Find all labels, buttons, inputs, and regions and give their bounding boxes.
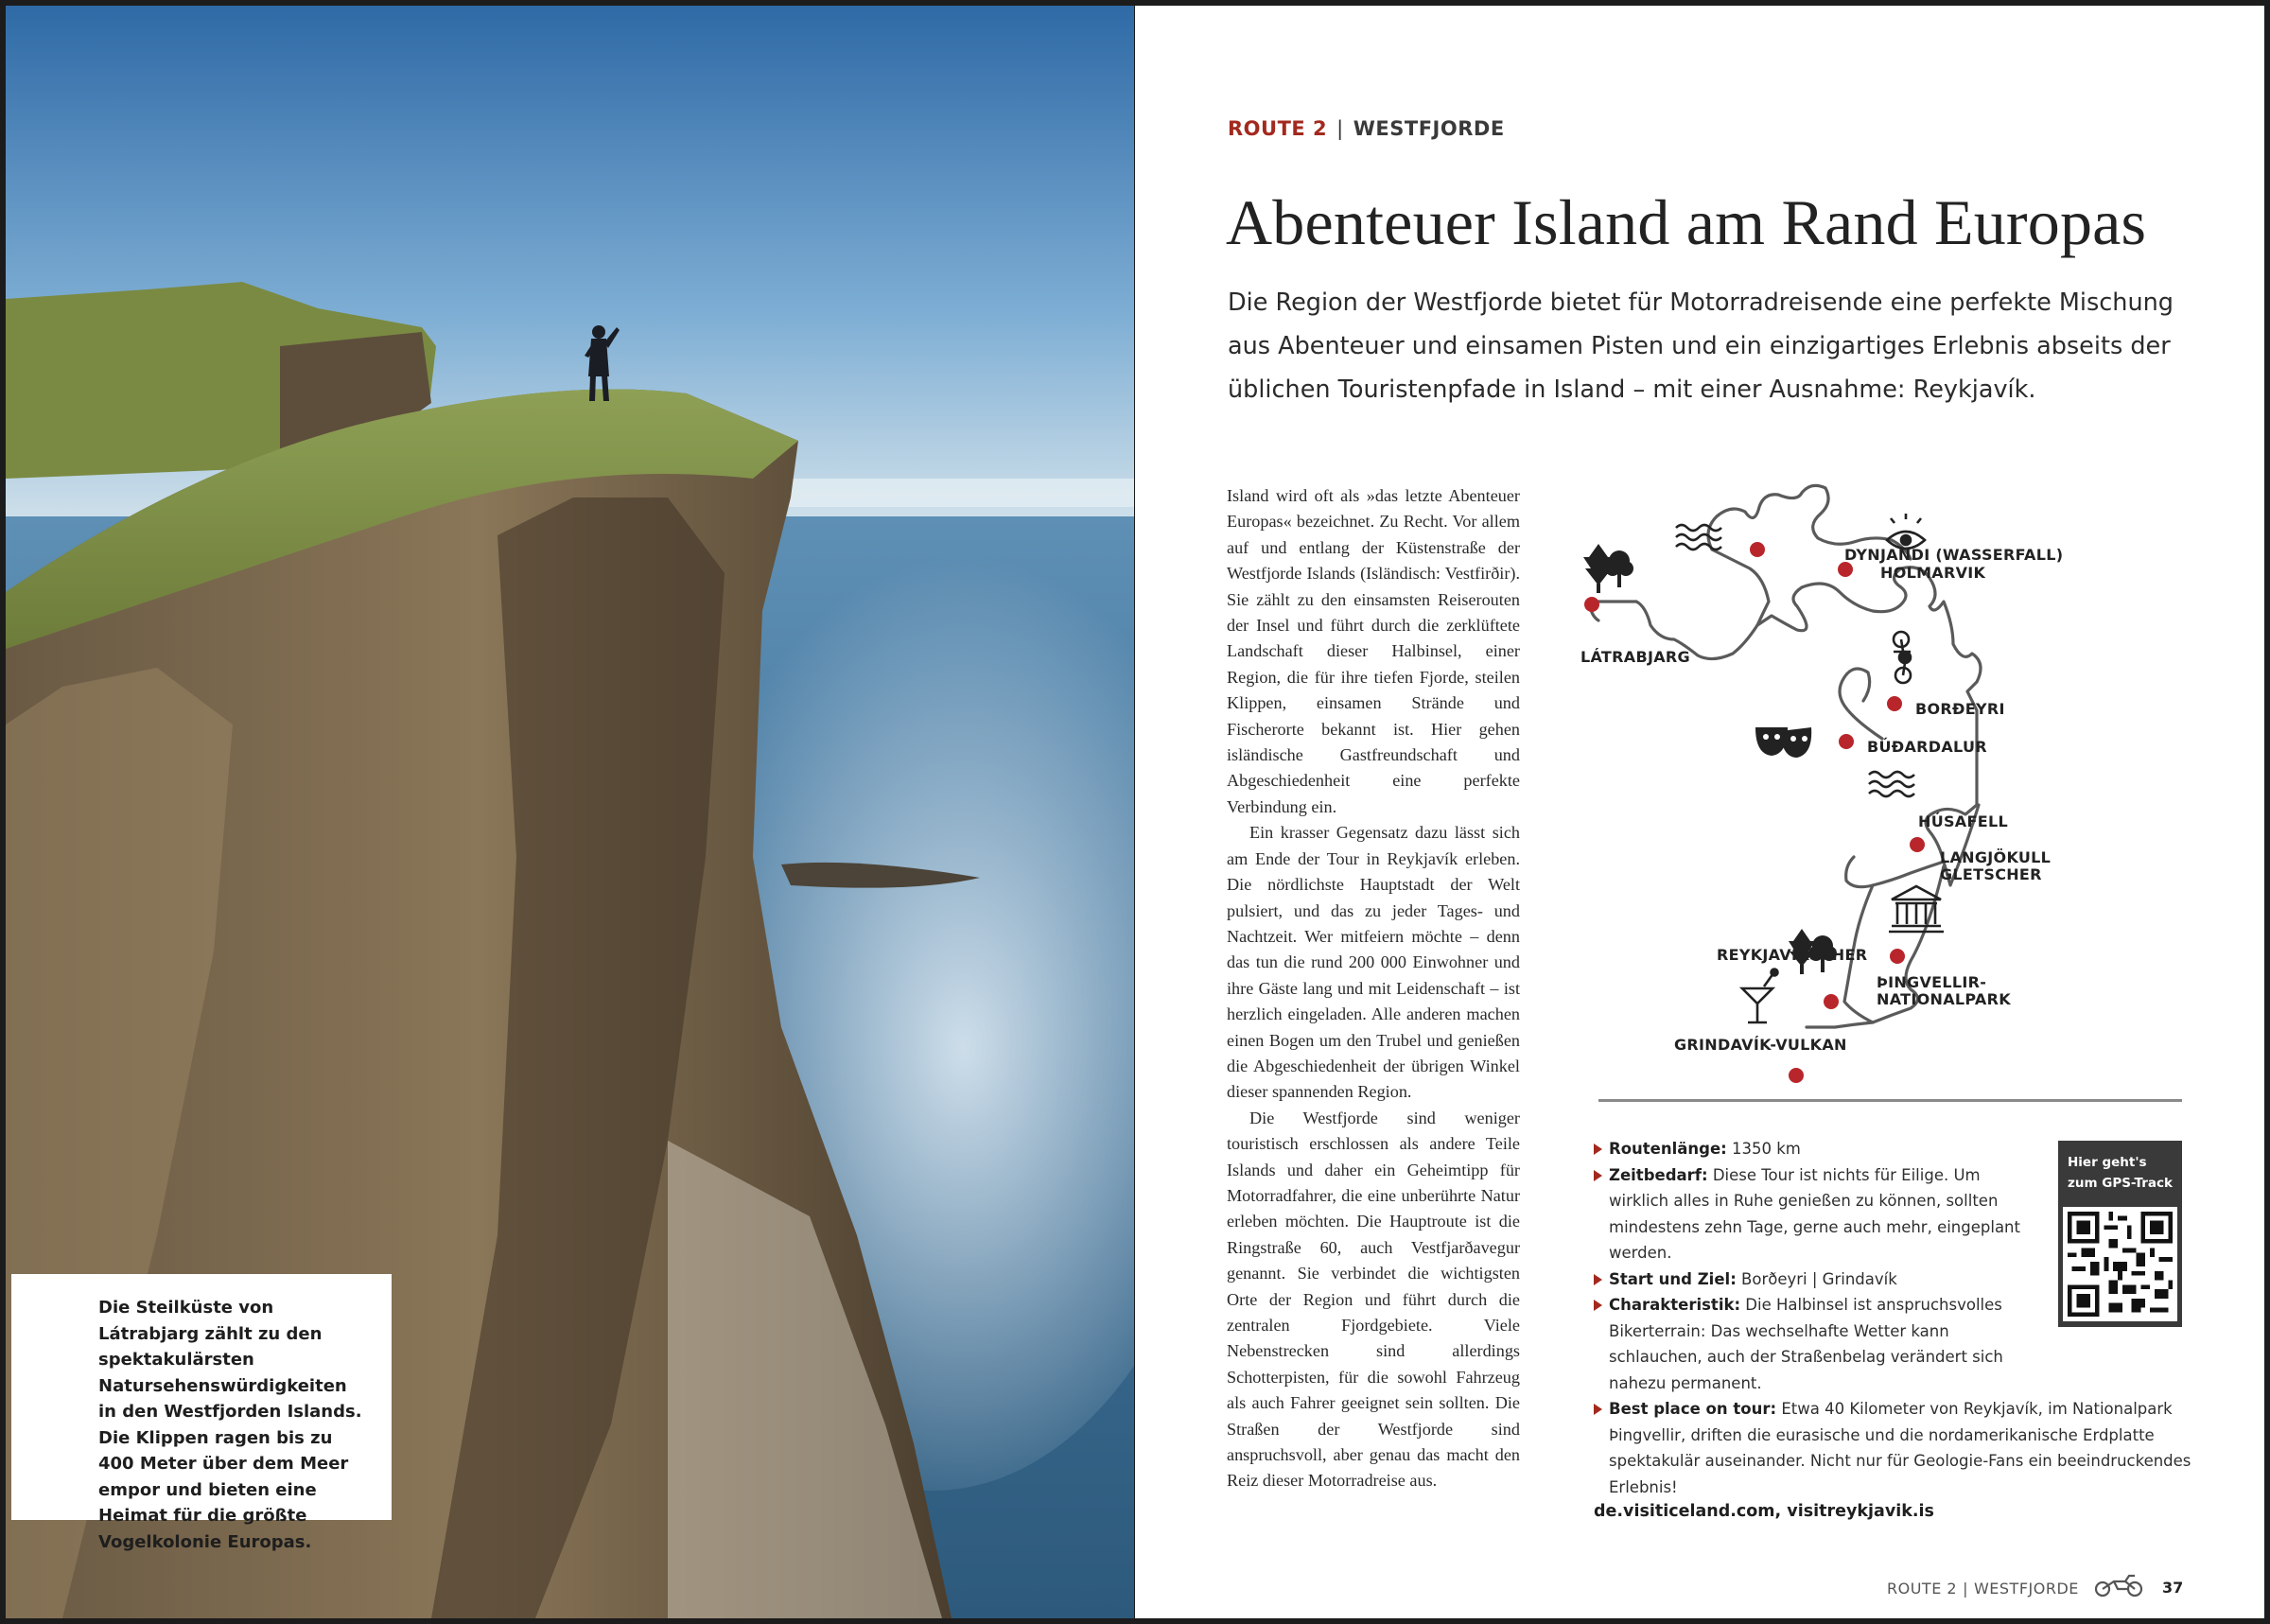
- fact-value: Diese Tour ist nichts für Eilige. Um wirklich alles in Ruhe genießen zu können, sollten mindestens zehn Tage, gerne auch mehr, eingeplant werden.: [1609, 1165, 2020, 1262]
- fact-key: Charakteristik:: [1609, 1296, 1741, 1314]
- map-label-husafell: HÚSAFELL: [1918, 812, 2008, 830]
- map-label-reykjavik: REYKJAVÍKSCHER: [1717, 946, 1868, 964]
- waves-icon: [1676, 525, 1721, 550]
- route-map: [1570, 436, 2251, 1117]
- photo-caption: [11, 1274, 392, 1552]
- gps-track-qr[interactable]: [2058, 1141, 2182, 1327]
- qr-caption: Hier geht's zum GPS-Track: [2068, 1155, 2174, 1191]
- article-page: [1135, 6, 2264, 1618]
- fact-key: Routenlänge:: [1609, 1140, 1727, 1158]
- web-links[interactable]: de.visiticeland.com, visitreykjavik.is: [1594, 1502, 1934, 1521]
- headline: Abenteuer Island am Rand Europas: [1226, 186, 2147, 258]
- body-paragraph: Island wird oft als »das letzte Abenteuer Europas« bezeichnet. Zu Recht. Vor allem auf und entlang der Küstenstraße der Westfjorde Islands (Isländisch: Vestfirðir). Sie zählt zu den einsamsten Reiserouten der Insel und führt durch die zerklüftete Landschaft dieser Halbinsel, einer Region, die für ihre tiefen Fjorde, steilen Klippen, einsamen Strände und Fischerorte bekannt ist. Hier gehen isländische Gastfreundschaft und Abgeschiedenheit eine perfekte Verbindung ein.: [1227, 486, 1520, 816]
- map-label-bordeyri: BORÐEYRI: [1915, 700, 2005, 718]
- fact-item: [1593, 1396, 2195, 1500]
- fact-item: [1593, 1162, 2030, 1266]
- kicker-route: ROUTE 2: [1228, 117, 1328, 140]
- caption-text: Die Steilküste von Látrabjarg zählt zu den spektakulärsten Natursehenswürdigkeiten in den Westfjorden Islands. Die Klippen ragen bis zu 400 Meter über dem Meer empor und bieten eine Heimat für die größte Vogelkolonie Europas.: [98, 1298, 362, 1552]
- body-paragraph: Die Westfjorde sind weniger touristisch erschlossen als andere Teile Islands und daher ein Geheimtipp für Motorradfahrer, die eine unberührte Natur erleben möchten. Die Hauptroute ist die Ringstraße 60, auch Vestfjarðavegur genannt. Sie verbindet die wichtigsten Orte der Region und führt durch die zentralen Fjordgebiete. Viele Nebenstrecken sind allerdings Schotterpisten, für die sowohl Fahrzeug als auch Fahrer geeignet sein sollten. Die Straßen der Westfjorde sind anspruchsvoll, aber genau das macht den Reiz dieser Motorradreise aus.: [1227, 1108, 1520, 1491]
- footer-separator: |: [1963, 1580, 1968, 1598]
- map-divider: [1598, 1099, 2182, 1102]
- fact-value: Etwa 40 Kilometer von Reykjavík, im Nationalpark Þingvellir, driften die eurasische und die nordamerikanische Erdplatte spektakulär auseinander. Nicht nur für Geologie-Fans ein beeindruckendes Erlebnis!: [1609, 1400, 2191, 1496]
- fact-item: [1593, 1136, 2030, 1162]
- map-label-budardalur: BÚÐARDALUR: [1867, 738, 1987, 756]
- fact-key: Start und Ziel:: [1609, 1269, 1737, 1288]
- body-column: [1227, 483, 1520, 1494]
- running-footer: [1887, 1580, 2079, 1598]
- footer-region: WESTFJORDE: [1973, 1580, 2079, 1598]
- map-label-thingvellir: ÞINGVELLIR-NATIONALPARK: [1877, 973, 2011, 1008]
- map-label-langjokull: LANGJÖKULL GLETSCHER: [1940, 848, 2052, 883]
- theater-masks-icon: [1755, 727, 1811, 758]
- lead-paragraph: Die Region der Westfjorde bietet für Motorradreisende eine perfekte Mischung aus Abenteuer und einsamen Pisten und ein einzigartiges Erlebnis abseits der üblichen Touristenpfade in Island – mit einer Ausnahme: Reykjavík.: [1228, 288, 2174, 404]
- fact-item: [1593, 1292, 2030, 1396]
- body-paragraph: Ein krasser Gegensatz dazu lässt sich am Ende der Tour in Reykjavík erleben. Die nördlichste Hauptstadt der Welt pulsiert, und das zu jeder Tages- und Nachtzeit. Wer mitfeiern möchte – denn das tun die rund 200 000 Einwohner und ihre Gäste lang und mit Leidenschaft – ist herzlich eingeladen. Alle anderen machen einen Bogen um den Trubel und genießen die Abgeschiedenheit der übrigen Winkel dieser spannenden Region.: [1227, 823, 1520, 1102]
- fact-value: Die Halbinsel ist anspruchsvolles Bikerterrain: Das wechselhafte Wetter kann schlauchen, auch der Straßenbelag verändert sich nahezu permanent.: [1609, 1296, 2003, 1392]
- fact-key: Zeitbedarf:: [1609, 1165, 1708, 1184]
- qr-code-icon[interactable]: [2063, 1207, 2177, 1321]
- fact-key: Best place on tour:: [1609, 1400, 1777, 1418]
- fact-value: Borðeyri | Grindavík: [1741, 1269, 1897, 1288]
- map-label-dynjandi: DYNJANDI (WASSERFALL): [1844, 546, 2064, 564]
- cliff-photo: [6, 6, 1134, 1618]
- map-label-holmarvik: HOLMARVIK: [1880, 564, 1986, 582]
- waves-icon: [1869, 772, 1914, 796]
- kicker-separator: |: [1336, 117, 1344, 140]
- cocktail-icon: [1742, 969, 1778, 1023]
- map-label-latrabjarg: LÁTRABJARG: [1580, 648, 1690, 666]
- trees-icon: [1583, 544, 1633, 593]
- motorcycle-icon: [1894, 632, 1911, 683]
- kicker-region: WESTFJORDE: [1353, 117, 1505, 140]
- fact-item: [1593, 1266, 2030, 1293]
- route-map-graphic: [1570, 436, 2251, 1117]
- footer-route: ROUTE 2: [1887, 1580, 1958, 1598]
- page-number: 37: [2162, 1579, 2184, 1597]
- route-kicker: [1228, 117, 1505, 140]
- map-label-grindavik: GRINDAVÍK-VULKAN: [1674, 1036, 1847, 1054]
- eye-icon: [1887, 514, 1925, 549]
- fact-value: 1350 km: [1732, 1140, 1801, 1158]
- motorcycle-icon: [2093, 1573, 2144, 1598]
